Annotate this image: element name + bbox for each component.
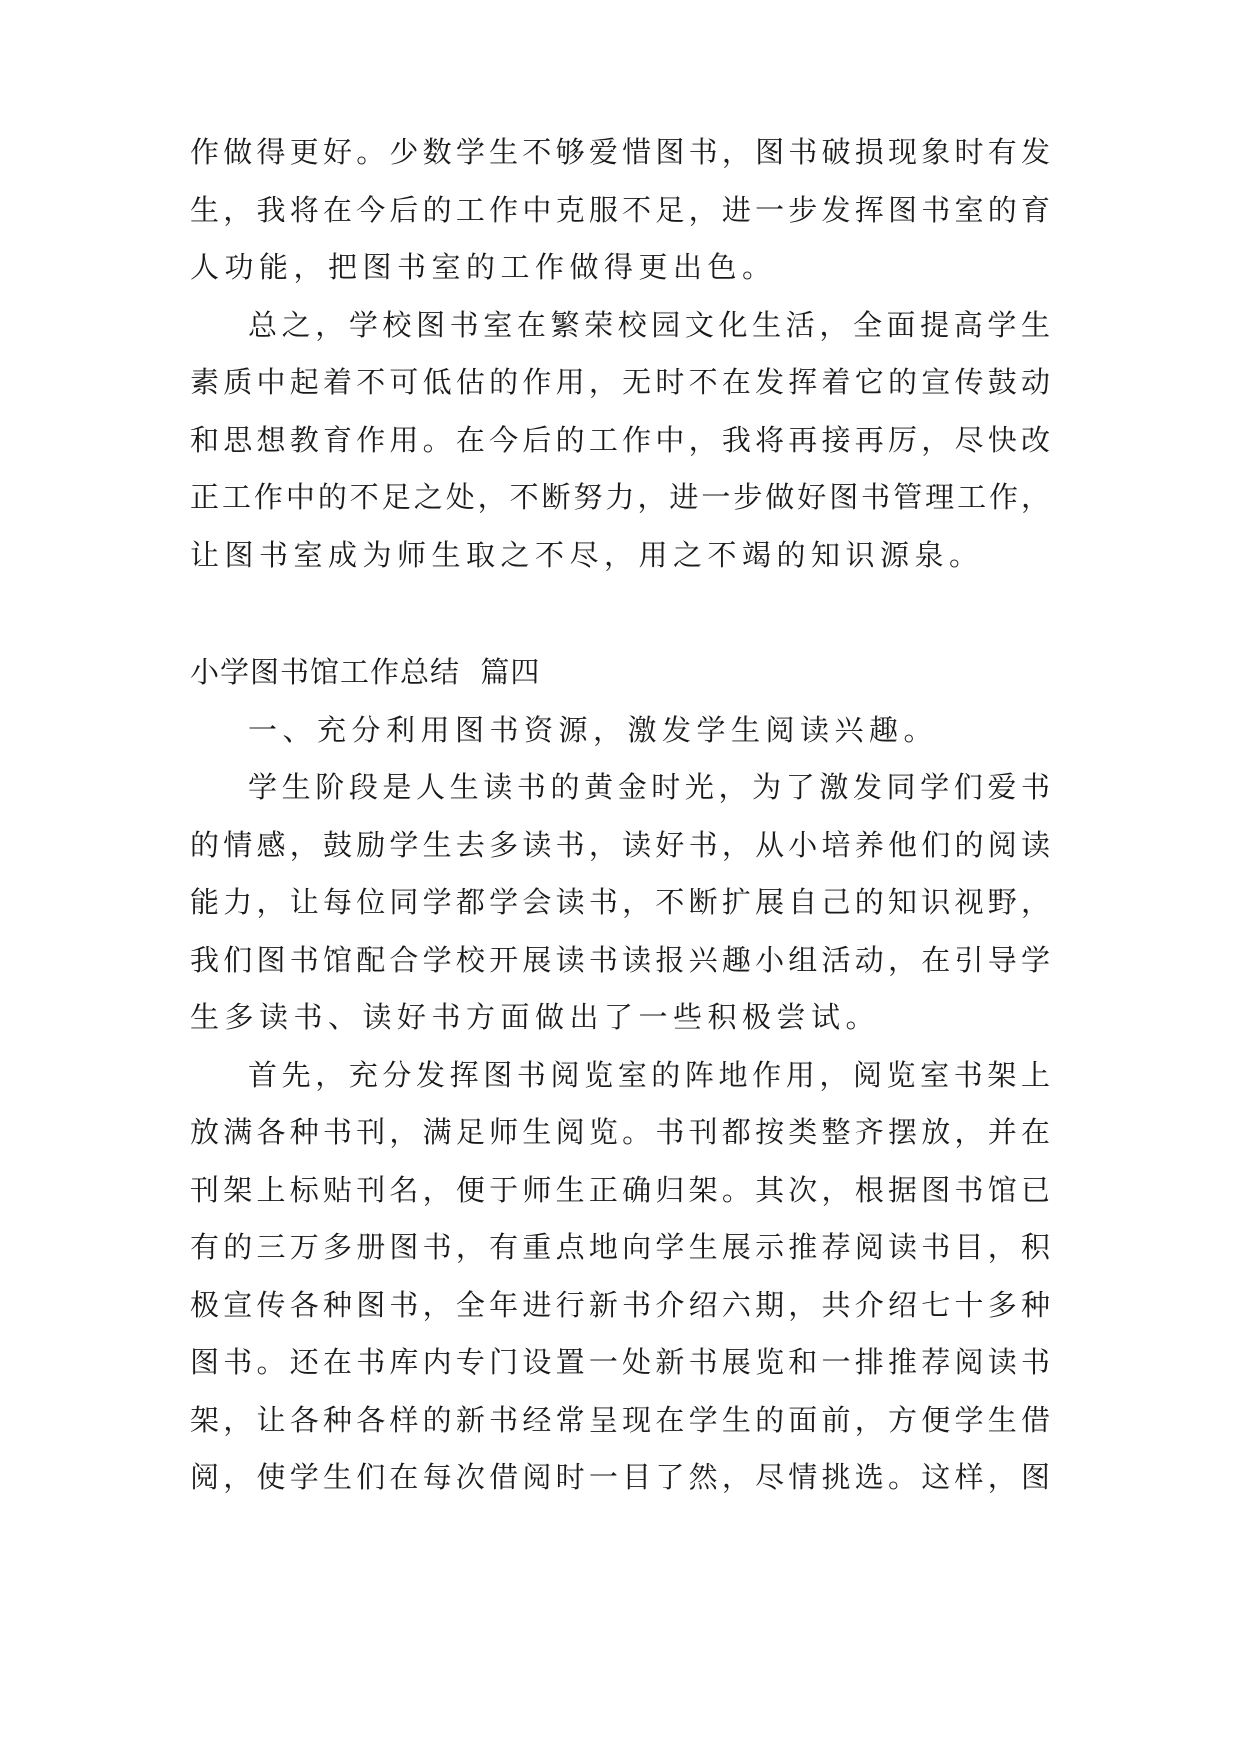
text-line: 架，让各种各样的新书经常呈现在学生的面前，方便学生借 [190,1402,1050,1437]
text-line: 的情感，鼓励学生去多读书，读好书，从小培养他们的阅读 [190,827,1050,862]
paragraph [190,1047,1050,1507]
text-line: 人功能，把图书室的工作做得更出色。 [190,250,777,284]
section-gap [190,584,1050,644]
paragraph [190,124,1050,297]
document-page [190,124,1050,1507]
text-line: 生多读书、读好书方面做出了一些积极尝试。 [190,1000,881,1034]
text-line: 我们图书馆配合学校开展读书读报兴趣小组活动，在引导学 [190,942,1050,977]
text-line: 正工作中的不足之处，不断努力，进一步做好图书管理工作， [190,480,1050,514]
section-heading: 小学图书馆工作总结 篇四 [190,655,541,689]
text-line: 放满各种书刊，满足师生阅览。书刊都按类整齐摆放，并在 [190,1115,1050,1149]
text-line: 让图书室成为师生取之不尽，用之不竭的知识源泉。 [190,537,984,572]
section-subheading: 一、充分利用图书资源，激发学生阅读兴趣。 [248,712,939,747]
text-line: 图书。还在书库内专门设置一处新书展览和一排推荐阅读书 [190,1345,1050,1379]
text-line: 生，我将在今后的工作中克服不足，进一步发挥图书室的育 [190,192,1050,227]
paragraph [190,759,1050,1047]
text-line: 极宣传各种图书，全年进行新书介绍六期，共介绍七十多种 [190,1287,1050,1322]
text-line: 能力，让每位同学都学会读书，不断扩展自己的知识视野， [190,885,1050,919]
text-line: 和思想教育作用。在今后的工作中，我将再接再厉，尽快改 [190,422,1050,457]
text-line: 总之，学校图书室在繁荣校园文化生活，全面提高学生 [248,307,1050,342]
text-line: 阅，使学生们在每次借阅时一目了然，尽情挑选。这样，图 [190,1460,1050,1494]
text-line: 首先，充分发挥图书阅览室的阵地作用，阅览室书架上 [248,1057,1050,1092]
text-line: 素质中起着不可低估的作用，无时不在发挥着它的宣传鼓动 [190,365,1050,399]
paragraph [190,297,1050,585]
text-line: 作做得更好。少数学生不够爱惜图书，图书破损现象时有发 [190,135,1050,169]
text-line: 刊架上标贴刊名，便于师生正确归架。其次，根据图书馆已 [190,1172,1050,1207]
text-line: 有的三万多册图书，有重点地向学生展示推荐阅读书目，积 [190,1230,1050,1264]
text-line: 学生阶段是人生读书的黄金时光，为了激发同学们爱书 [248,770,1050,804]
